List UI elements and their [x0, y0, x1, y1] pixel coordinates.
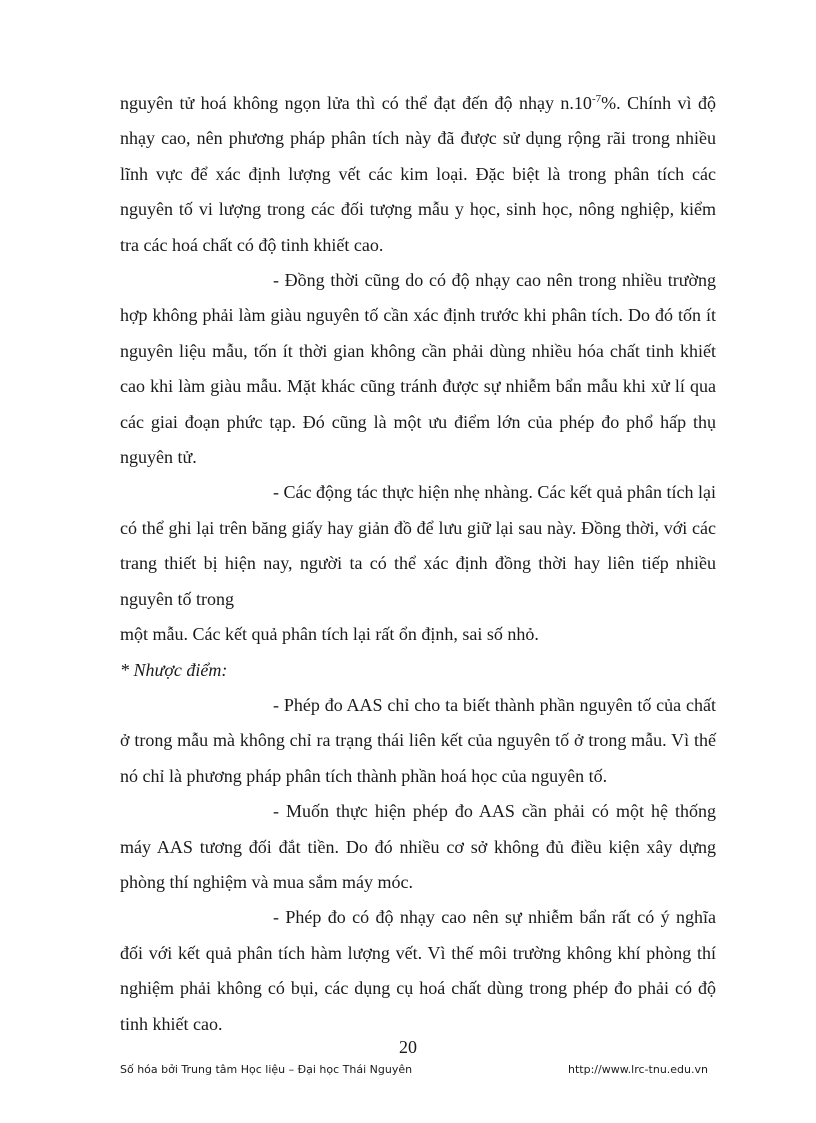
footer-source: Số hóa bởi Trung tâm Học liệu – Đại học Thái Nguyên — [120, 1063, 413, 1076]
footer-url: http://www.lrc-tnu.edu.vn — [568, 1063, 708, 1076]
exponent: -7 — [591, 93, 602, 105]
page-number: 20 — [399, 1037, 417, 1057]
paragraph-7: - Phép đo có độ nhạy cao nên sự nhiễm bẩn rất có ý nghĩa đối với kết quả phân tích hàm lượng vết. Vì thế môi trường không khí phòng thí nghiệm phải không có bụi, các dụng cụ hoá chất dùng trong phép đo phải có độ tinh khiết cao. — [120, 907, 716, 1034]
paragraph-1-rest: %. Chính vì độ nhạy cao, nên phương pháp phân tích này đã được sử dụng rộng rãi trong nhiều lĩnh vực để xác định lượng vết các kim loại. Đặc biệt là trong phân tích các nguyên tố vi lượng trong các đối tượng mẫu y học, sinh học, nông nghiệp, kiểm tra các hoá chất có độ tinh khiết cao. — [120, 93, 716, 255]
paragraph-3: - Các động tác thực hiện nhẹ nhàng. Các kết quả phân tích lại có thể ghi lại trên băng giấy hay giản đồ để lưu giữ lại sau này. Đồng thời, với các trang thiết bị hiện nay, người ta có thể xác định đồng thời hay liên tiếp nhiều nguyên tố trong — [120, 482, 716, 609]
paragraph-6: - Muốn thực hiện phép đo AAS cần phải có một hệ thống máy AAS tương đối đắt tiền. Do đó nhiều cơ sở không đủ điều kiện xây dựng phòng thí nghiệm và mua sắm máy móc. — [120, 801, 716, 892]
paragraph-1 — [120, 86, 716, 263]
paragraph-1-start: nguyên tử hoá không ngọn lửa thì có thể đạt đến độ nhạy n.10 — [120, 93, 592, 113]
paragraph-2: - Đồng thời cũng do có độ nhạy cao nên trong nhiều trường hợp không phải làm giàu nguyên tố cần xác định trước khi phân tích. Do đó tốn ít nguyên liệu mẫu, tốn ít thời gian không cần phải dùng nhiều hóa chất tinh khiết cao khi làm giàu mẫu. Mặt khác cũng tránh được sự nhiễm bẩn mẫu khi xử lí qua các giai đoạn phức tạp. Đó cũng là một ưu điểm lớn của phép đo phổ hấp thụ nguyên tử. — [120, 270, 716, 468]
paragraph-4: một mẫu. Các kết quả phân tích lại rất ổn định, sai số nhỏ. — [120, 624, 539, 645]
section-heading-disadvantages: * Nhược điểm: — [120, 659, 228, 680]
paragraph-5: - Phép đo AAS chỉ cho ta biết thành phần nguyên tố của chất ở trong mẫu mà không chỉ ra trạng thái liên kết của nguyên tố ở trong mẫu. Vì thế nó chỉ là phương pháp phân tích thành phần hoá học của nguyên tố. — [120, 694, 716, 786]
body-text — [120, 86, 716, 1042]
